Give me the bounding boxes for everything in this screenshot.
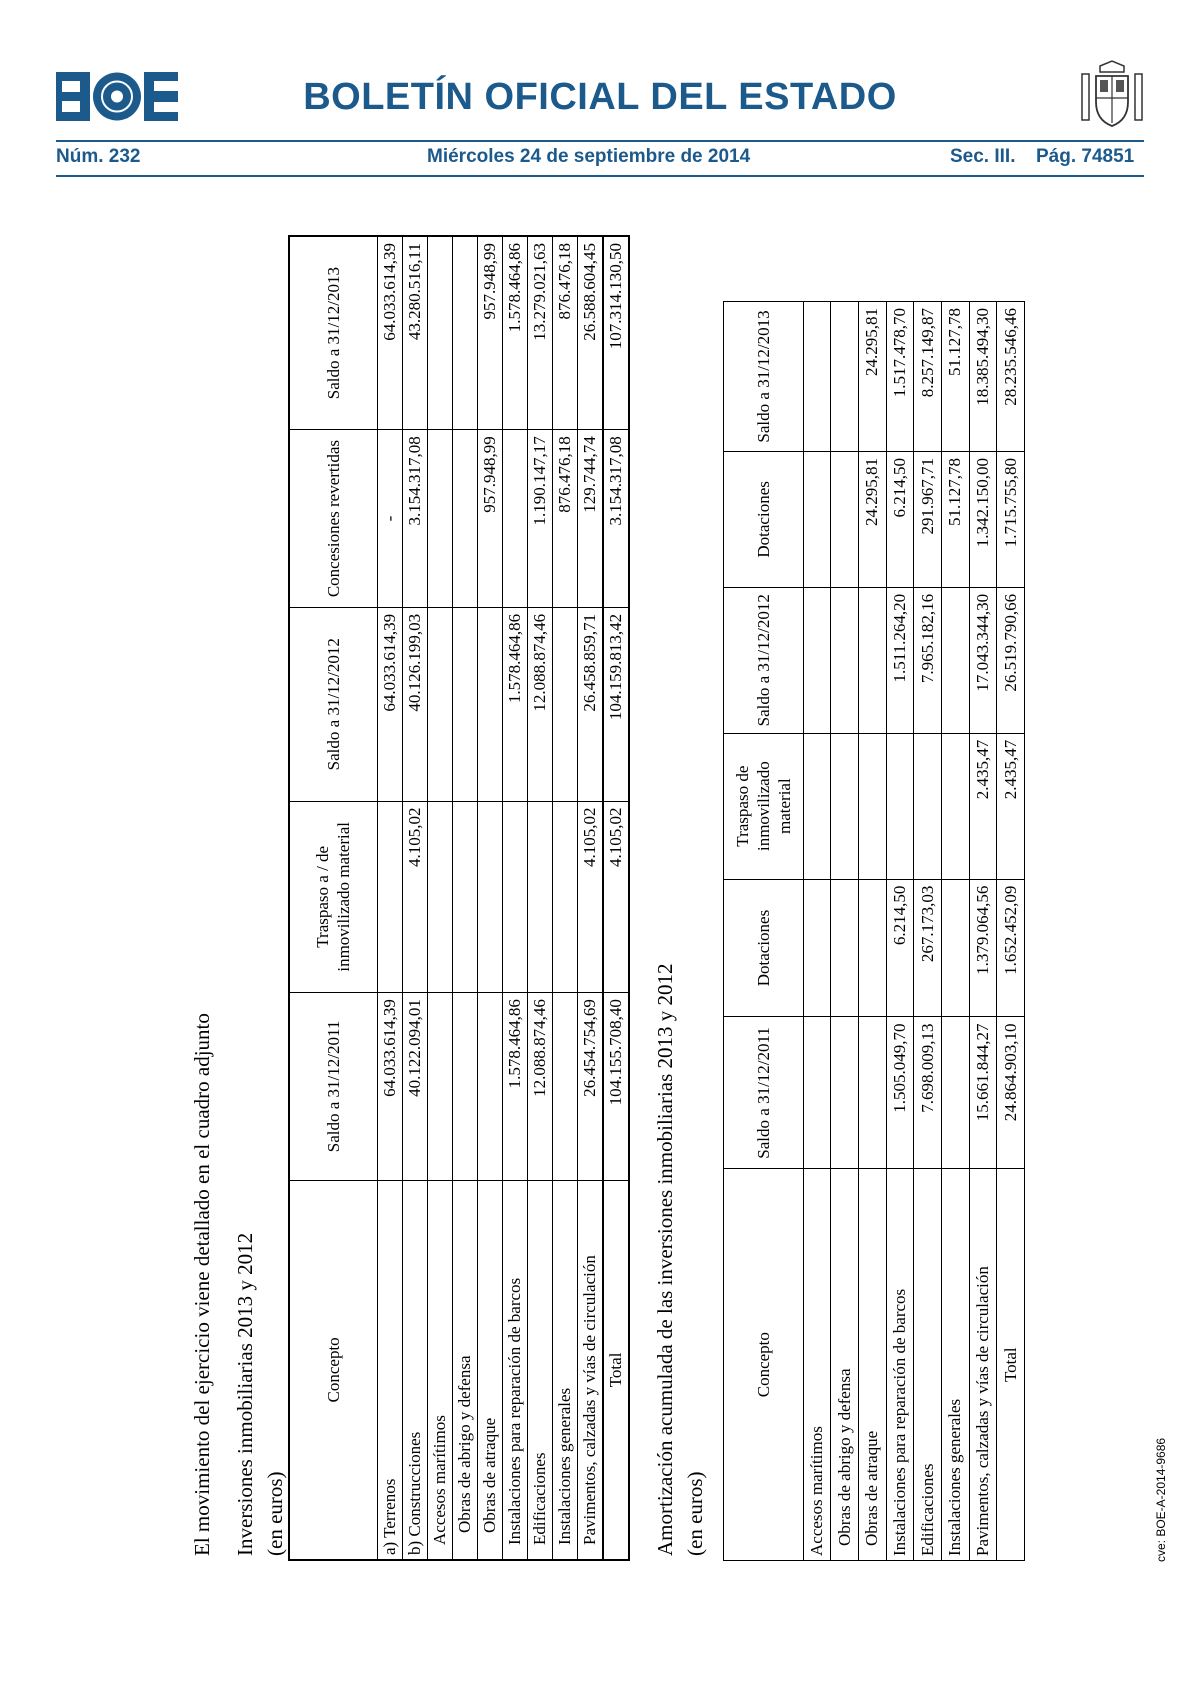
cell-value: 12.088.874,46 — [527, 607, 552, 801]
cell-value: 26.454.754,69 — [577, 993, 603, 1181]
table-row — [527, 236, 552, 1560]
table-row — [502, 236, 527, 1560]
row-label: Instalaciones generales — [552, 1180, 577, 1560]
cve-code: cve: BOE-A-2014-9686 — [1154, 1437, 1168, 1562]
cell-value: 40.126.199,03 — [402, 607, 427, 801]
row-label: Obras de atraque — [477, 1180, 502, 1560]
cell-value: 1.190.147,17 — [527, 430, 552, 608]
table-row — [831, 302, 859, 1561]
cell-value: 7.965.182,16 — [914, 587, 942, 733]
table1-caption: Inversiones inmobiliarias 2013 y 2012 — [233, 1232, 257, 1556]
issue-number: Núm. 232 — [56, 146, 141, 167]
cell-value: 876.476,18 — [552, 236, 577, 430]
table-row — [552, 236, 577, 1560]
cell-value: 3.154.317,08 — [402, 430, 427, 608]
cell-value: 1.517.478,70 — [886, 302, 914, 452]
cell-value: 1.379.064,56 — [969, 879, 997, 1017]
row-label: b) Construcciones — [402, 1180, 427, 1560]
intro-text: El movimiento del ejercicio viene detallado en el cuadro adjunto — [190, 1013, 214, 1556]
total-value: 28.235.546,46 — [997, 302, 1025, 452]
row-label: Accesos marítimos — [803, 1169, 831, 1561]
total-label: Total — [603, 1180, 629, 1560]
gazette-title: BOLETÍN OFICIAL DEL ESTADO — [303, 76, 897, 118]
row-label: Obras de abrigo y defensa — [831, 1169, 859, 1561]
table1-body — [377, 236, 629, 1560]
table2-header-row — [724, 302, 804, 1561]
table1-total-row — [603, 236, 629, 1560]
header-rule-top — [56, 140, 1144, 142]
table2-total-row — [997, 302, 1025, 1561]
cell-value: 2.435,47 — [969, 733, 997, 879]
total-value: 107.314.130,50 — [603, 236, 629, 430]
cell-value: 1.342.150,00 — [969, 451, 997, 587]
row-label: a) Terrenos — [377, 1180, 402, 1560]
table-row — [452, 236, 477, 1560]
cell-value: 129.744,74 — [577, 430, 603, 608]
total-value: 104.159.813,42 — [603, 607, 629, 801]
cell-value: 291.967,71 — [914, 451, 942, 587]
cell-value: 6.214,50 — [886, 451, 914, 587]
cell-value: 51.127,78 — [941, 451, 969, 587]
table2-header-concepto: Concepto — [724, 1169, 804, 1561]
row-label: Edificaciones — [914, 1169, 942, 1561]
cell-value: 12.088.874,46 — [527, 993, 552, 1181]
cell-value: 64.033.614,39 — [377, 236, 402, 430]
cell-value: 267.173,03 — [914, 879, 942, 1017]
row-label: Pavimentos, calzadas y vías de circulación — [577, 1180, 603, 1560]
cell-value: 7.698.009,13 — [914, 1017, 942, 1169]
cell-value: 6.214,50 — [886, 879, 914, 1017]
cell-value: - — [377, 430, 402, 608]
table2-wrapper — [723, 301, 1025, 1561]
row-label: Obras de atraque — [858, 1169, 886, 1561]
row-label: Accesos marítimos — [427, 1180, 452, 1560]
table2-header-saldo-2013: Saldo a 31/12/2013 — [724, 302, 804, 452]
table1-wrapper — [288, 235, 630, 1561]
table-row — [377, 236, 402, 1560]
table2-caption: Amortización acumulada de las inversiones inmobiliarias 2013 y 2012 — [653, 963, 677, 1556]
table2-header-saldo-2011: Saldo a 31/12/2011 — [724, 1017, 804, 1169]
table-row — [577, 236, 603, 1560]
table-row — [886, 302, 914, 1561]
coat-of-arms-icon — [1080, 60, 1144, 130]
cell-value: 1.578.464,86 — [502, 607, 527, 801]
table2-header-traspaso: Traspaso de inmovilizado material — [724, 733, 804, 879]
issue-date: Miércoles 24 de septiembre de 2014 — [427, 146, 751, 167]
row-label: Edificaciones — [527, 1180, 552, 1560]
section-label: Sec. III. — [950, 146, 1016, 167]
cell-value: 15.661.844,27 — [969, 1017, 997, 1169]
table-row — [969, 302, 997, 1561]
total-value: 1.652.452,09 — [997, 879, 1025, 1017]
cell-value: 43.280.516,11 — [402, 236, 427, 430]
table-row — [477, 236, 502, 1560]
table2 — [723, 301, 1025, 1561]
total-value: 4.105,02 — [603, 801, 629, 993]
row-label: Pavimentos, calzadas y vías de circulación — [969, 1169, 997, 1561]
cell-value: 64.033.614,39 — [377, 993, 402, 1181]
cell-value: 957.948,99 — [477, 236, 502, 430]
table2-header-dotaciones-2013: Dotaciones — [724, 451, 804, 587]
table2-header-dotaciones-2012: Dotaciones — [724, 879, 804, 1017]
total-value: 24.864.903,10 — [997, 1017, 1025, 1169]
table1 — [288, 235, 630, 1561]
cell-value: 1.511.264,20 — [886, 587, 914, 733]
cell-value: 1.578.464,86 — [502, 993, 527, 1181]
cell-value: 8.257.149,87 — [914, 302, 942, 452]
cell-value: 64.033.614,39 — [377, 607, 402, 801]
cell-value: 13.279.021,63 — [527, 236, 552, 430]
cell-value: 40.122.094,01 — [402, 993, 427, 1181]
total-value: 2.435,47 — [997, 733, 1025, 879]
table1-header-concepto: Concepto — [289, 1180, 377, 1560]
cell-value: 957.948,99 — [477, 430, 502, 608]
row-label: Instalaciones para reparación de barcos — [886, 1169, 914, 1561]
table-row — [402, 236, 427, 1560]
cell-value: 26.458.859,71 — [577, 607, 603, 801]
cell-value: 1.578.464,86 — [502, 236, 527, 430]
cell-value: 26.588.604,45 — [577, 236, 603, 430]
table1-header-saldo-2013: Saldo a 31/12/2013 — [289, 236, 377, 430]
table2-unit: (en euros) — [683, 1471, 707, 1556]
table-row — [803, 302, 831, 1561]
cell-value: 4.105,02 — [577, 801, 603, 993]
total-value: 104.155.708,40 — [603, 993, 629, 1181]
table-row — [914, 302, 942, 1561]
table-row — [941, 302, 969, 1561]
table1-header-saldo-2012: Saldo a 31/12/2012 — [289, 607, 377, 801]
total-value: 26.519.790,66 — [997, 587, 1025, 733]
row-label: Obras de abrigo y defensa — [452, 1180, 477, 1560]
table1-unit: (en euros) — [263, 1471, 287, 1556]
total-value: 1.715.755,80 — [997, 451, 1025, 587]
cell-value — [377, 801, 402, 993]
table-row — [858, 302, 886, 1561]
table2-body — [803, 302, 1024, 1561]
cell-value: 51.127,78 — [941, 302, 969, 452]
cell-value: 24.295,81 — [858, 302, 886, 452]
table1-header-traspaso: Traspaso a / de inmovilizado material — [289, 801, 377, 993]
cell-value: 4.105,02 — [402, 801, 427, 993]
row-label: Instalaciones para reparación de barcos — [502, 1180, 527, 1560]
page-number: Pág. 74851 — [1036, 146, 1135, 167]
cell-value: 24.295,81 — [858, 451, 886, 587]
table2-header-saldo-2012: Saldo a 31/12/2012 — [724, 587, 804, 733]
cell-value: 18.385.494,30 — [969, 302, 997, 452]
cell-value: 876.476,18 — [552, 430, 577, 608]
table1-header-concesiones: Concesiones revertidas — [289, 430, 377, 608]
total-value: 3.154.317,08 — [603, 430, 629, 608]
cell-value: 1.505.049,70 — [886, 1017, 914, 1169]
row-label: Instalaciones generales — [941, 1169, 969, 1561]
cell-value: 17.043.344,30 — [969, 587, 997, 733]
table-row — [427, 236, 452, 1560]
header-rule-bottom — [56, 175, 1144, 177]
table1-header-saldo-2011: Saldo a 31/12/2011 — [289, 993, 377, 1181]
boe-logo — [56, 72, 178, 121]
table1-header-row — [289, 236, 377, 1560]
total-label: Total — [997, 1169, 1025, 1561]
